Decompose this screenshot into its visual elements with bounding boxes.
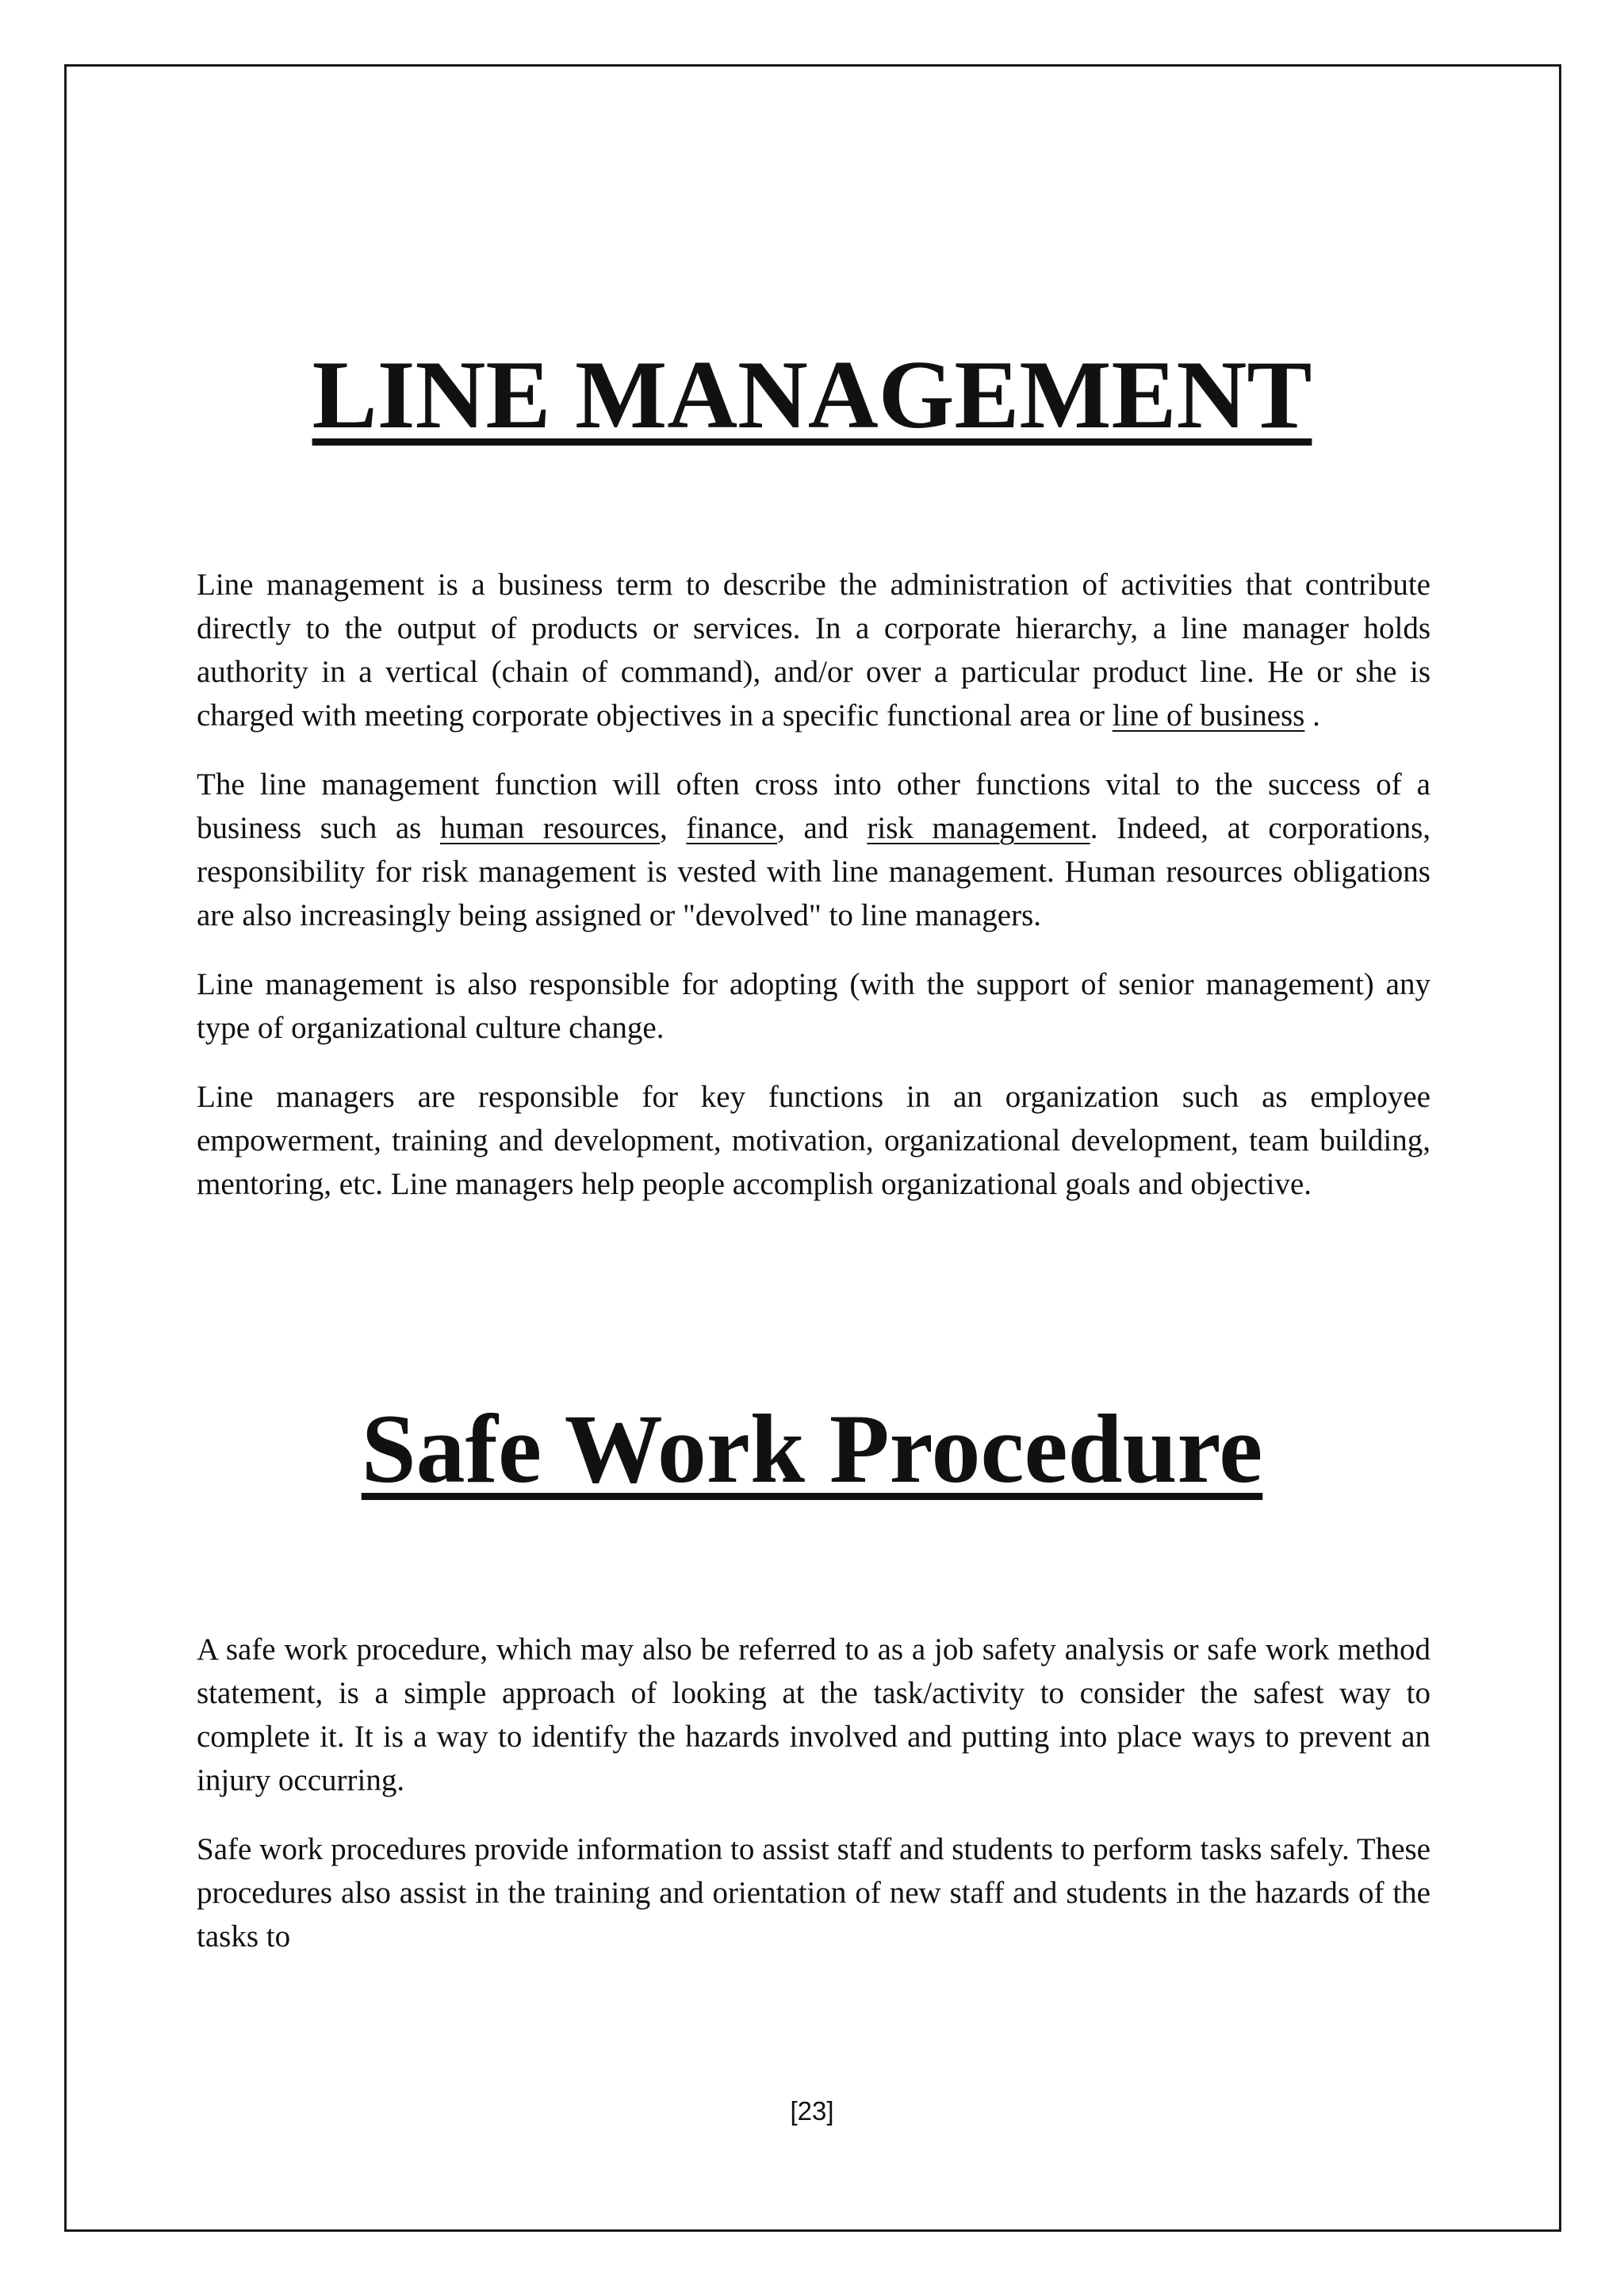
paragraph-text: . Indeed, at corporations, responsibility for risk management is vested with line management. Human resources obligations are also increasingly being assigned or "devolved" to line managers. [197, 811, 1431, 932]
paragraph [197, 763, 1431, 937]
page-number: [23] [790, 2096, 834, 2126]
heading-text: Safe Work Procedure [361, 1395, 1263, 1503]
paragraph: Safe work procedures provide information to assist staff and students to perform tasks safely. These procedures also assist in the training and orientation of new staff and students in the hazards of the tasks to [197, 1832, 1431, 1954]
link-risk-management[interactable]: risk management [867, 811, 1090, 845]
heading-text: LINE MANAGEMENT [312, 340, 1312, 449]
link-human-resources[interactable]: human resources [439, 811, 660, 845]
section-safe-work-procedure [197, 1628, 1431, 1984]
section-heading-safe-work-procedure [0, 1394, 1624, 1505]
link-line-of-business[interactable]: line of business [1112, 698, 1305, 733]
paragraph: Line management is also responsible for adopting (with the support of senior management) any type of organizational culture change. [197, 967, 1431, 1045]
link-finance[interactable]: finance [686, 811, 778, 845]
paragraph-text: , and [777, 811, 868, 845]
paragraph: Line managers are responsible for key functions in an organization such as employee empowerment, training and development, motivation, organizational development, team building, mentoring, etc. Line managers help people accomplish organizational goals and objective. [197, 1080, 1431, 1201]
paragraph-text: The line management function will often cross into other functions vital to the success of a business such as [197, 767, 1431, 845]
paragraph [197, 563, 1431, 737]
paragraph-text: Line management is a business term to describe the administration of activities that contribute directly to the output of products or services. In a corporate hierarchy, a line manager holds authority in a vertical (chain of command), and/or over a particular product line. He or she is charged with meeting corporate objectives in a specific functional area or [197, 568, 1431, 733]
paragraph-text: , [659, 811, 687, 845]
paragraph: A safe work procedure, which may also be referred to as a job safety analysis or safe work method statement, is a simple approach of looking at the task/activity to consider the safest way to complete it. It is a way to identify the hazards involved and putting into place ways to prevent an injury occurring. [197, 1632, 1431, 1797]
section-line-management [197, 563, 1431, 1231]
section-heading-line-management [0, 339, 1624, 450]
paragraph-text: . [1304, 698, 1320, 733]
